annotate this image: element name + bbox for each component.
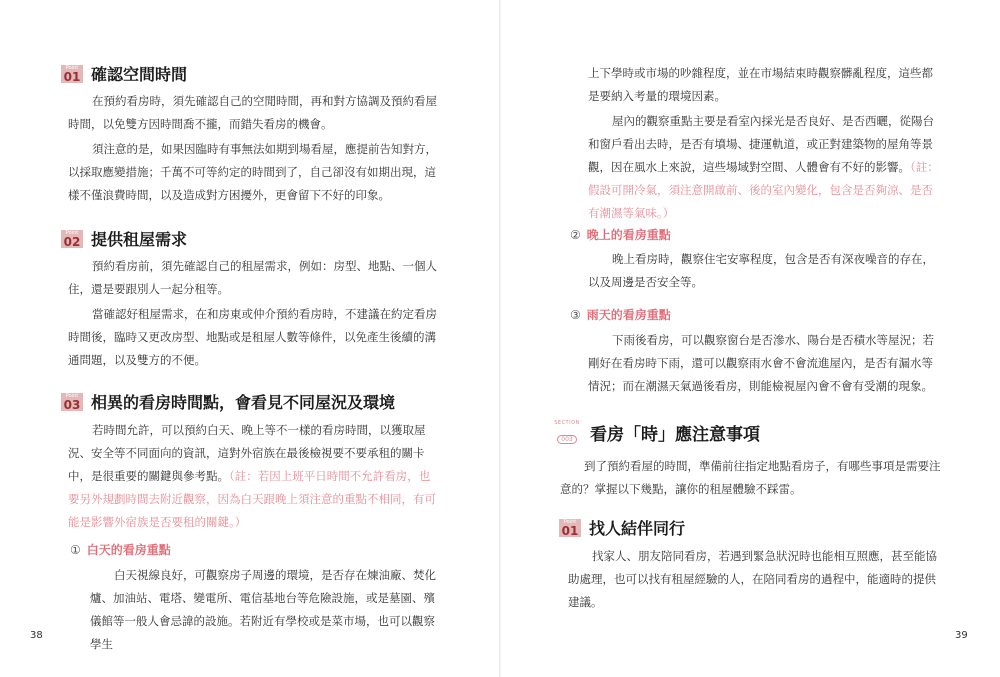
section-badge-word: SECTION — [554, 420, 580, 426]
right-page — [500, 0, 1000, 677]
point-title: 找人結伴同行 — [589, 519, 686, 538]
paragraph — [588, 110, 943, 225]
subheading-text: 雨天的看房重點 — [586, 308, 671, 322]
point-badge-number: 02 — [63, 234, 81, 249]
circled-number: ② — [570, 227, 581, 242]
night-subheading — [570, 226, 671, 243]
paragraph: 到了預約看屋的時間，準備前往指定地點看房子，有哪些事項是需要注意的？掌握以下幾點，讓你的租屋體驗不踩雷。 — [560, 459, 941, 496]
point-01-header — [61, 62, 187, 85]
paragraph-note: （註：若因上班平日時間不允許看房，也要另外規劃時間去附近觀察，因為白天跟晚上須注意的重點不相同，有可能是影響外宿族是否要租的關鍵。） — [68, 469, 436, 529]
paragraph: 須注意的是，如果因臨時有事無法如期到場看屋，應提前告知對方，以採取應變措施；千萬不可等約定的時間到了，自己卻沒有如期出現，這樣不僅浪費時間，以及造成對方困擾外，更會留下不好的印象。 — [68, 142, 437, 202]
section-badge-number: 003 — [557, 435, 576, 444]
point-badge — [61, 230, 83, 248]
subheading-text: 晚上的看房重點 — [586, 228, 671, 242]
paragraph: 當確認好租屋需求，在和房東或仲介預約看房時，不建議在約定看房時間後，臨時又更改房型、地點或是租屋人數等條件，以免產生後續的溝通問題，以及雙方的不便。 — [68, 307, 437, 367]
point-badge-number: 03 — [63, 397, 81, 412]
subheading-text: 白天的看房重點 — [86, 543, 171, 557]
paragraph-note: （註：假設可開冷氣，須注意開啟前、後的室內變化，包含是否夠涼、是否有潮濕等氣味。） — [588, 160, 939, 220]
point-badge — [559, 519, 581, 537]
circled-number: ③ — [570, 307, 581, 322]
paragraph: 上下學時或市場的吵雜程度，並在市場結束時觀察髒亂程度，這些都是要納入考量的環境因素。 — [588, 66, 933, 103]
point-badge-number: 01 — [561, 523, 579, 538]
paragraph: 白天視線良好，可觀察房子周邊的環境，是否存在煉油廠、焚化爐、加油站、電塔、變電所、電信基地台等危險設施，或是墓園、殯儀館等一般人會忌諱的設施。若附近有學校或是菜市場，也可以觀察學生 — [90, 568, 436, 651]
point-badge-word: Point — [65, 392, 79, 399]
point-01b-header — [559, 516, 685, 539]
paragraph: 在預約看房時，須先確認自己的空閒時間，再和對方協調及預約看屋時間，以免雙方因時間喬不攏，而錯失看房的機會。 — [68, 94, 437, 131]
page-number: 39 — [955, 630, 968, 641]
point-badge-word: Point — [563, 518, 577, 525]
point-badge-number: 01 — [63, 69, 81, 84]
point-badge — [61, 393, 83, 411]
page-number: 38 — [30, 630, 43, 641]
point-title: 相異的看房時間點，會看見不同屋況及環境 — [91, 393, 396, 412]
paragraph: 晚上看房時，觀察住宅安寧程度，包含是否有深夜噪音的存在，以及周邊是否安全等。 — [588, 252, 934, 289]
circled-number: ① — [70, 542, 81, 557]
section-title: 看房「時」應注意事項 — [590, 425, 760, 445]
section-003-header — [552, 420, 760, 445]
paragraph: 下雨後看房，可以觀察窗台是否滲水、陽台是否積水等屋況；若剛好在看房時下雨，還可以觀察雨水會不會流進屋內，是否有漏水等情況；而在潮濕天氣過後看房，則能檢視屋內會不會有受潮的現象。 — [588, 333, 934, 393]
point-02-header — [61, 227, 187, 250]
point-03-header — [61, 390, 395, 413]
point-badge-word: Point — [65, 64, 79, 71]
paragraph — [68, 419, 438, 534]
point-title: 提供租屋需求 — [91, 230, 188, 249]
paragraph: 找家人、朋友陪同看房，若遇到緊急狀況時也能相互照應，甚至能協助處理，也可以找有租屋經驗的人，在陪同看房的過程中，能適時的提供建議。 — [568, 549, 937, 609]
rainy-subheading — [570, 306, 671, 323]
section-badge — [552, 420, 582, 445]
point-title: 確認空間時間 — [91, 65, 188, 84]
paragraph-text: 屋內的觀察重點主要是看室內採光是否良好、是否西曬，從陽台和窗戶看出去時，是否有墳場、捷運軌道，或正對建築物的屋角等景觀，因在風水上來說，這些場域對空間、人體會有不好的影響。 — [588, 114, 934, 174]
daytime-subheading — [70, 541, 171, 558]
paragraph-text: 若時間允許，可以預約白天、晚上等不一樣的看房時間，以獲取屋況、安全等不同面向的資訊，這對外宿族在最後檢視要不要承租的關卡中，是很重要的關鍵與參考點。 — [68, 423, 426, 483]
paragraph: 預約看房前，須先確認自己的租屋需求，例如：房型、地點、一個人住，還是要跟別人一起分租等。 — [68, 259, 437, 296]
point-badge — [61, 65, 83, 83]
point-badge-word: Point — [65, 229, 79, 236]
